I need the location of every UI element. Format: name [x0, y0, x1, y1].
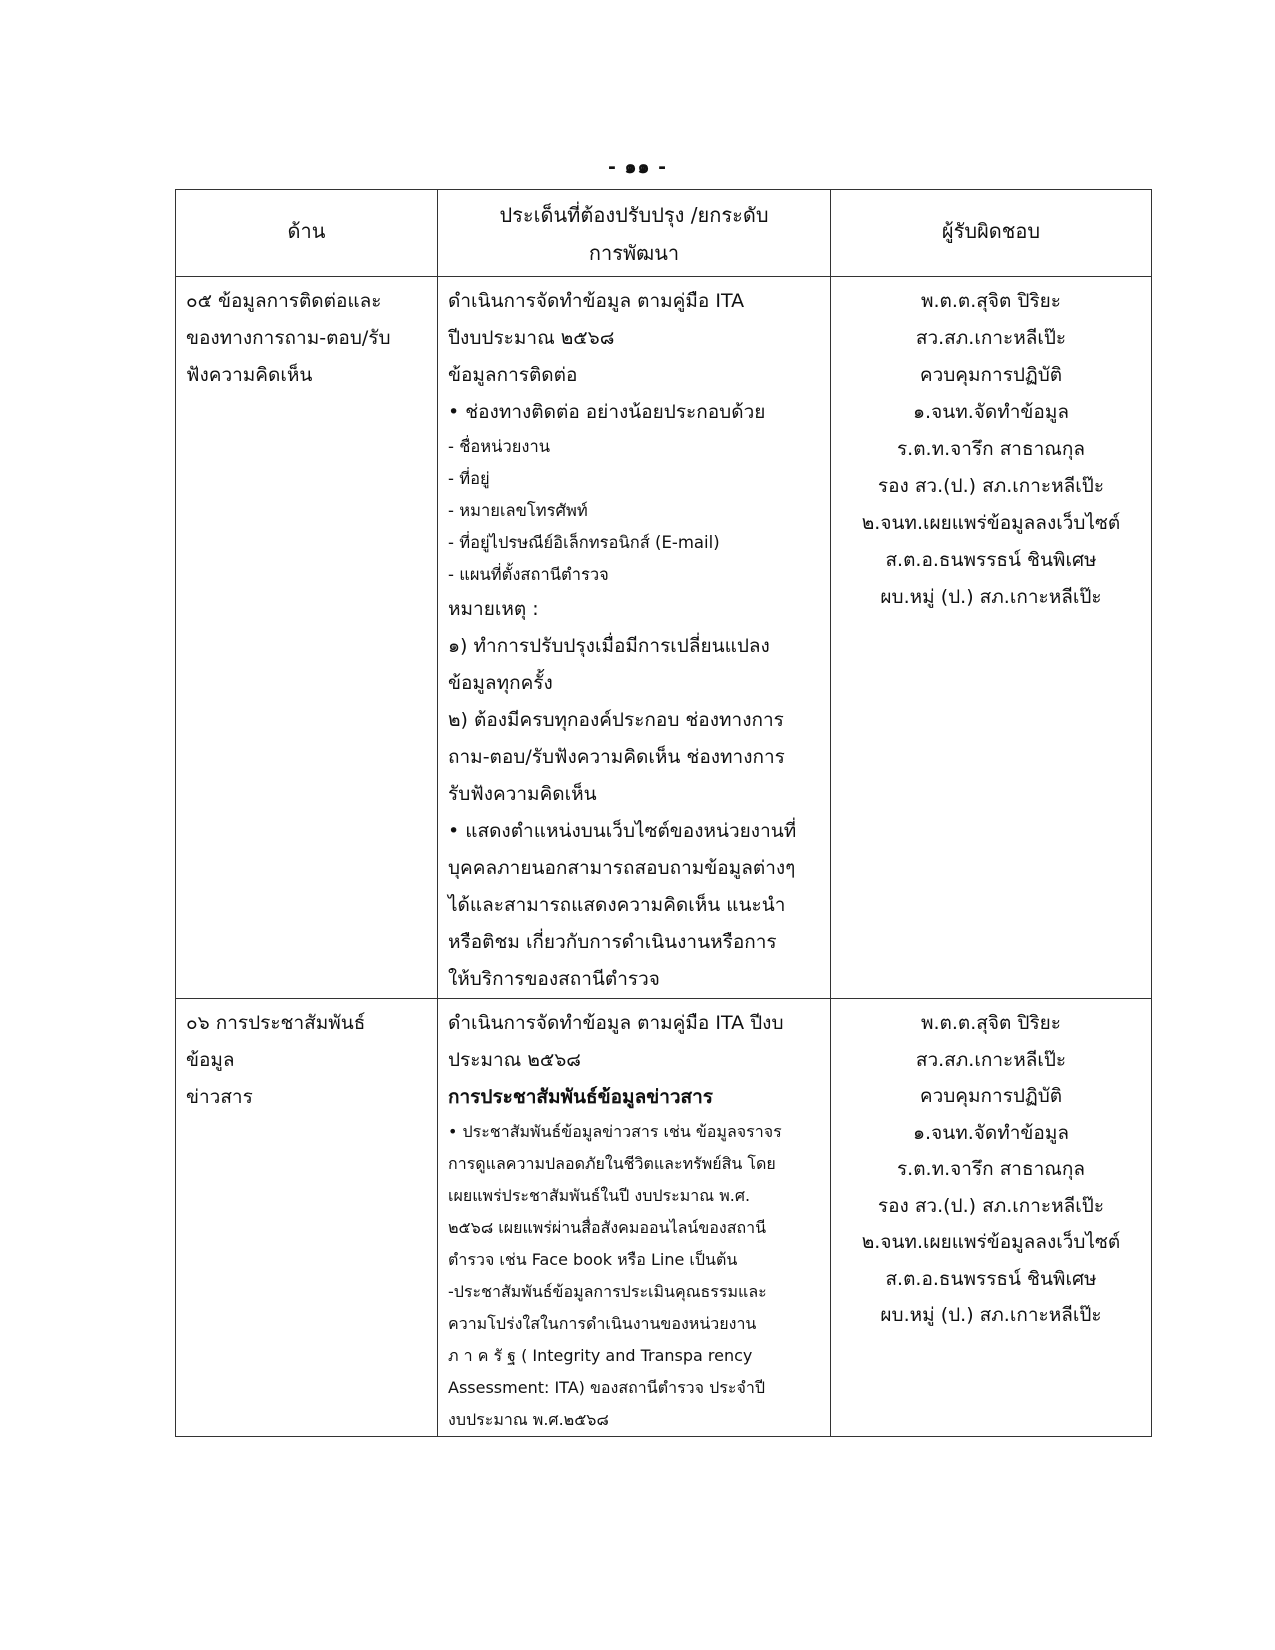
- detail-line: ถาม-ตอบ/รับฟังความคิดเห็น ช่องทางการ: [448, 746, 785, 768]
- detail-line: หรือติชม เกี่ยวกับการดำเนินงานหรือการ: [448, 931, 777, 953]
- responsible-line: พ.ต.ต.สุจิต ปิริยะ: [920, 1012, 1062, 1034]
- responsible-line: ควบคุมการปฏิบัติ: [919, 1085, 1063, 1107]
- detail-cell: [438, 999, 831, 1437]
- header-issues-label-line2: การพัฒนา: [588, 241, 680, 265]
- responsible-line: ร.ต.ท.จารึก สาธาณกุล: [896, 1158, 1086, 1180]
- responsible-line: ส.ต.อ.ธนพรรธน์ ชินพิเศษ: [885, 1267, 1097, 1290]
- detail-line: - หมายเลขโทรศัพท์: [448, 501, 588, 520]
- header-issues-label-line1: ประเด็นที่ต้องปรับปรุง /ยกระดับ: [499, 203, 769, 227]
- topic-line: ข้อมูล: [186, 1049, 235, 1071]
- table-row: [176, 999, 1152, 1437]
- detail-line: - ชื่อหน่วยงาน: [448, 437, 550, 456]
- responsible-cell: [831, 277, 1152, 999]
- detail-line: - ที่อยู่: [448, 469, 490, 488]
- page-number: - ๑๑ -: [607, 156, 668, 178]
- responsible-line: ร.ต.ท.จารึก สาธาณกุล: [896, 438, 1086, 460]
- detail-line: ดำเนินการจัดทำข้อมูล ตามคู่มือ ITA ปีงบ: [448, 1012, 784, 1034]
- responsible-line: ผบ.หมู่ (ป.) สภ.เกาะหลีเป๊ะ: [880, 586, 1102, 608]
- header-aspect-label: ด้าน: [287, 219, 326, 243]
- detail-line: • แสดงตำแหน่งบนเว็บไซต์ของหน่วยงานที่: [448, 820, 797, 842]
- detail-line: -ประชาสัมพันธ์ข้อมูลการประเมินคุณธรรมและ: [448, 1282, 767, 1301]
- detail-line: ได้และสามารถแสดงความคิดเห็น แนะนำ: [448, 894, 786, 916]
- responsible-line: ควบคุมการปฏิบัติ: [919, 364, 1063, 386]
- table-row: [176, 277, 1152, 999]
- detail-line: ให้บริการของสถานีตำรวจ: [448, 968, 660, 990]
- improvement-plan-table: [175, 189, 1152, 1437]
- detail-cell: [438, 277, 831, 999]
- topic-cell: [176, 277, 438, 999]
- topic-cell: [176, 999, 438, 1437]
- detail-line: ภ า ค รั ฐ ( Integrity and Transpa rency: [448, 1346, 753, 1365]
- detail-line: งบประมาณ พ.ศ.๒๕๖๘: [448, 1410, 609, 1429]
- table-header-row: [176, 190, 1152, 277]
- detail-line: ๒) ต้องมีครบทุกองค์ประกอบ ช่องทางการ: [448, 709, 784, 731]
- detail-line: รับฟังความคิดเห็น: [448, 783, 597, 805]
- detail-line: • ประชาสัมพันธ์ข้อมูลข่าวสาร เช่น ข้อมูลจราจร: [448, 1122, 782, 1141]
- responsible-line: ๒.จนท.เผยแพร่ข้อมูลลงเว็บไซต์: [861, 1231, 1121, 1253]
- responsible-line: สว.สภ.เกาะหลีเป๊ะ: [915, 327, 1067, 349]
- detail-line: เผยแพร่ประชาสัมพันธ์ในปี งบประมาณ พ.ศ.: [448, 1186, 751, 1205]
- detail-line: ความโปร่งใสในการดำเนินงานของหน่วยงาน: [448, 1314, 757, 1333]
- detail-line: ตำรวจ เช่น Face book หรือ Line เป็นต้น: [448, 1250, 738, 1269]
- topic-line: ๐๖ การประชาสัมพันธ์: [186, 1012, 366, 1034]
- responsible-line: ๑.จนท.จัดทำข้อมูล: [912, 1121, 1070, 1144]
- topic-line: ของทางการถาม-ตอบ/รับ: [186, 327, 391, 349]
- responsible-line: รอง สว.(ป.) สภ.เกาะหลีเป๊ะ: [877, 475, 1105, 497]
- detail-line: การดูแลความปลอดภัยในชีวิตและทรัพย์สิน โดย: [448, 1154, 776, 1173]
- responsible-line: ส.ต.อ.ธนพรรธน์ ชินพิเศษ: [885, 549, 1097, 571]
- detail-line: ข้อมูลการติดต่อ: [448, 364, 578, 386]
- detail-line: ข้อมูลทุกครั้ง: [448, 672, 553, 694]
- topic-line: ๐๕ ข้อมูลการติดต่อและ: [186, 290, 382, 312]
- detail-line: ประมาณ ๒๕๖๘: [448, 1049, 581, 1071]
- detail-subheading: การประชาสัมพันธ์ข้อมูลข่าวสาร: [448, 1086, 714, 1108]
- detail-line: ปีงบประมาณ ๒๕๖๘: [448, 327, 615, 349]
- responsible-line: พ.ต.ต.สุจิต ปิริยะ: [920, 290, 1062, 312]
- detail-line: - แผนที่ตั้งสถานีตำรวจ: [448, 565, 609, 584]
- header-cell-aspect: [176, 190, 438, 277]
- detail-line: ดำเนินการจัดทำข้อมูล ตามคู่มือ ITA: [448, 290, 745, 312]
- detail-line: - ที่อยู่ไปรษณีย์อิเล็กทรอนิกส์ (E-mail): [448, 533, 720, 552]
- topic-line: ฟังความคิดเห็น: [186, 364, 313, 386]
- detail-line: ๒๕๖๘ เผยแพร่ผ่านสื่อสังคมออนไลน์ของสถานี: [448, 1218, 767, 1237]
- detail-line: บุคคลภายนอกสามารถสอบถามข้อมูลต่างๆ: [448, 857, 796, 879]
- responsible-line: สว.สภ.เกาะหลีเป๊ะ: [915, 1048, 1067, 1071]
- responsible-line: ๒.จนท.เผยแพร่ข้อมูลลงเว็บไซต์: [861, 512, 1121, 534]
- header-cell-issues: [438, 190, 831, 277]
- responsible-line: รอง สว.(ป.) สภ.เกาะหลีเป๊ะ: [877, 1194, 1105, 1217]
- responsible-line: ผบ.หมู่ (ป.) สภ.เกาะหลีเป๊ะ: [880, 1304, 1102, 1326]
- header-responsible-label: ผู้รับผิดชอบ: [941, 219, 1041, 243]
- responsible-line: ๑.จนท.จัดทำข้อมูล: [912, 401, 1070, 423]
- responsible-cell: [831, 999, 1152, 1437]
- detail-line: ๑) ทำการปรับปรุงเมื่อมีการเปลี่ยนแปลง: [448, 635, 770, 657]
- detail-line: หมายเหตุ :: [448, 598, 539, 620]
- detail-line: Assessment: ITA) ของสถานีตำรวจ ประจำปี: [448, 1378, 765, 1397]
- detail-line: • ช่องทางติดต่อ อย่างน้อยประกอบด้วย: [448, 401, 766, 423]
- topic-line: ข่าวสาร: [186, 1086, 253, 1108]
- header-cell-responsible: [831, 190, 1152, 277]
